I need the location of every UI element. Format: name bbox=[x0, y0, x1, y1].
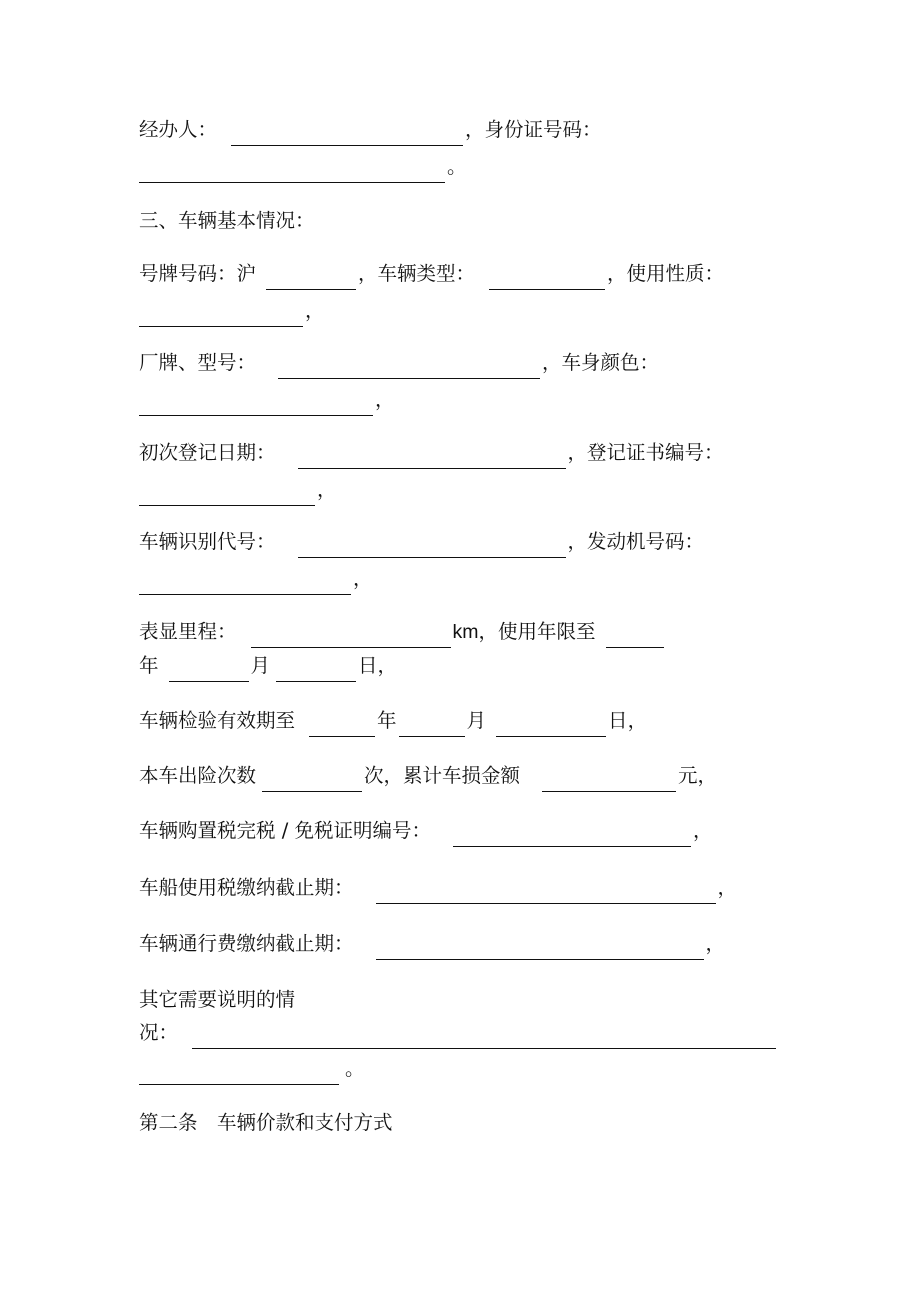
claims-count-blank[interactable] bbox=[262, 769, 362, 792]
toll-fee-line bbox=[139, 928, 725, 960]
period: 。 bbox=[447, 155, 467, 178]
day-label: 日 bbox=[608, 709, 628, 732]
purchase-tax-blank[interactable] bbox=[453, 824, 691, 847]
vehicle-type-blank[interactable] bbox=[489, 267, 605, 290]
mileage-blank[interactable] bbox=[251, 625, 451, 648]
body-color-label: ，车身颜色： bbox=[542, 351, 660, 374]
agent-label: 经办人： bbox=[139, 118, 218, 141]
vessel-tax-label: 车船使用税缴纳截止期： bbox=[139, 876, 354, 899]
other-notes-label: 其它需要说明的情 bbox=[139, 988, 296, 1011]
other-notes-continued-line bbox=[139, 1017, 778, 1049]
plate-label: 号牌号码：沪 bbox=[139, 262, 257, 285]
month-label: 月 bbox=[466, 709, 487, 732]
claims-line bbox=[139, 760, 717, 792]
id-number-label: ，身份证号码： bbox=[465, 118, 602, 141]
yuan-label: 元， bbox=[678, 764, 718, 787]
vin-line bbox=[139, 526, 704, 558]
comma: ， bbox=[377, 654, 398, 677]
damage-total-blank[interactable] bbox=[542, 769, 676, 792]
first-registration-blank[interactable] bbox=[298, 446, 566, 469]
toll-fee-label: 车辆通行费缴纳截止期： bbox=[139, 932, 354, 955]
comma: ， bbox=[717, 876, 738, 899]
article-two-heading bbox=[139, 1107, 393, 1139]
inspection-line bbox=[139, 705, 647, 737]
first-registration-line bbox=[139, 437, 724, 469]
section-title: 三、车辆基本情况： bbox=[139, 209, 315, 232]
inspection-day-blank[interactable] bbox=[496, 714, 606, 737]
agent-blank[interactable] bbox=[231, 123, 463, 146]
comma: ， bbox=[317, 478, 337, 501]
year-label: 年 bbox=[377, 709, 397, 732]
other-notes-last-line bbox=[139, 1053, 365, 1085]
inspection-month-blank[interactable] bbox=[399, 714, 465, 737]
section-vehicle-basics bbox=[139, 205, 315, 237]
brand-model-blank[interactable] bbox=[278, 356, 540, 379]
usage-blank[interactable] bbox=[139, 304, 303, 327]
registration-cert-blank[interactable] bbox=[139, 483, 315, 506]
vin-label: 车辆识别代号： bbox=[139, 530, 276, 553]
km-unit: km bbox=[452, 621, 479, 643]
other-notes-label-end: 况： bbox=[139, 1021, 179, 1044]
registration-cert-line bbox=[139, 474, 337, 506]
vessel-tax-line bbox=[139, 872, 737, 904]
day-label: 日 bbox=[358, 654, 378, 677]
comma: ， bbox=[305, 299, 325, 322]
body-color-blank[interactable] bbox=[139, 393, 373, 416]
usage-label: ，使用性质： bbox=[607, 262, 725, 285]
registration-cert-label: ，登记证书编号： bbox=[567, 441, 724, 464]
purchase-tax-line bbox=[139, 815, 712, 847]
month-label: 月 bbox=[250, 654, 271, 677]
year-label: 年 bbox=[139, 654, 159, 677]
comma: ， bbox=[705, 932, 726, 955]
brand-model-label: 厂牌、型号： bbox=[139, 351, 257, 374]
comma: ， bbox=[692, 819, 713, 842]
id-number-line bbox=[139, 151, 467, 183]
period: 。 bbox=[345, 1057, 365, 1080]
inspection-label: 车辆检验有效期至 bbox=[139, 709, 296, 732]
brand-model-line bbox=[139, 347, 659, 379]
service-life-month-blank[interactable] bbox=[169, 659, 249, 682]
comma: ， bbox=[353, 567, 373, 590]
engine-number-label: ，发动机号码： bbox=[567, 530, 705, 553]
service-life-year-blank[interactable] bbox=[606, 625, 664, 648]
article-title: 第二条 车辆价款和支付方式 bbox=[139, 1111, 393, 1134]
usage-line bbox=[139, 295, 325, 327]
purchase-tax-label: 车辆购置税完税 / 免税证明编号： bbox=[139, 819, 431, 842]
service-life-day-blank[interactable] bbox=[276, 659, 356, 682]
toll-fee-blank[interactable] bbox=[376, 937, 704, 960]
mileage-line bbox=[139, 616, 666, 648]
id-number-blank[interactable] bbox=[139, 160, 445, 183]
damage-total-label: 次，累计车损金额 bbox=[364, 764, 521, 787]
other-notes-blank-2[interactable] bbox=[139, 1062, 339, 1085]
engine-number-line bbox=[139, 563, 373, 595]
other-notes-blank-1[interactable] bbox=[192, 1026, 776, 1049]
vessel-tax-blank[interactable] bbox=[376, 881, 716, 904]
service-life-label: ，使用年限至 bbox=[478, 620, 596, 643]
vehicle-type-label: ，车辆类型： bbox=[358, 262, 476, 285]
body-color-line bbox=[139, 384, 395, 416]
plate-line bbox=[139, 258, 724, 290]
other-notes-line bbox=[139, 984, 295, 1016]
agent-line bbox=[139, 114, 602, 146]
plate-blank[interactable] bbox=[266, 267, 356, 290]
claims-count-label: 本车出险次数 bbox=[139, 764, 257, 787]
vin-blank[interactable] bbox=[298, 535, 566, 558]
comma: ， bbox=[627, 709, 648, 732]
mileage-label: 表显里程： bbox=[139, 620, 237, 643]
first-registration-label: 初次登记日期： bbox=[139, 441, 276, 464]
engine-number-blank[interactable] bbox=[139, 572, 351, 595]
service-life-date-line bbox=[139, 650, 397, 682]
inspection-year-blank[interactable] bbox=[309, 714, 375, 737]
comma: ， bbox=[375, 388, 395, 411]
